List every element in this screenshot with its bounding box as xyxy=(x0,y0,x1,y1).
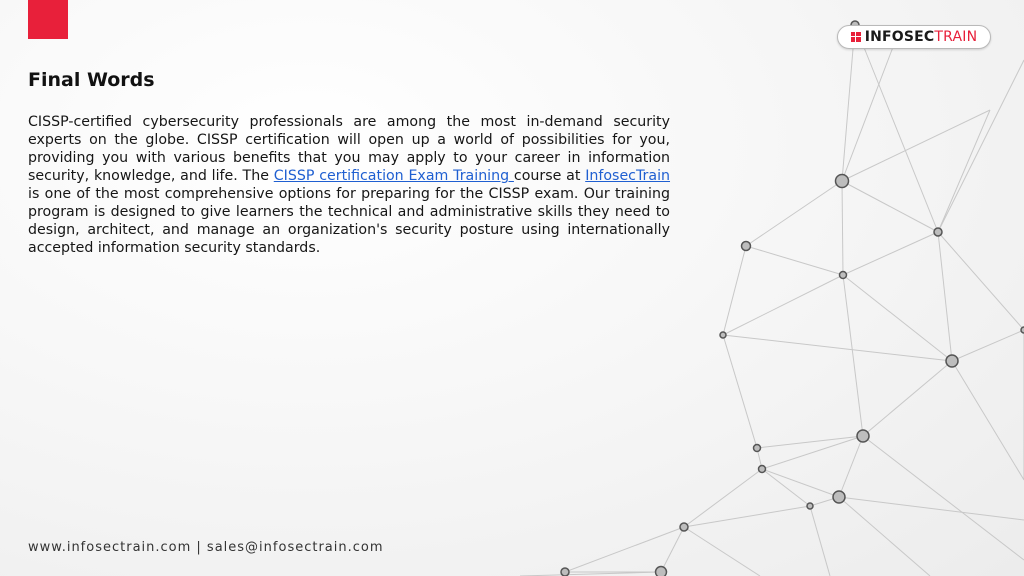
body-paragraph xyxy=(28,113,670,257)
infosectrain-logo xyxy=(837,25,991,49)
infosectrain-logo-icon xyxy=(851,32,861,42)
paragraph-text-middle: course at xyxy=(513,168,586,184)
page-title: Final Words xyxy=(28,69,155,91)
logo-text xyxy=(865,29,978,45)
logo-text-train: TRAIN xyxy=(934,29,978,45)
footer-contact: www.infosectrain.com | sales@infosectrain.com xyxy=(28,540,384,555)
cissp-training-link[interactable]: CISSP certification Exam Training xyxy=(273,168,514,184)
logo-text-infosec: INFOSEC xyxy=(864,29,935,45)
paragraph-text-end: is one of the most comprehensive options for preparing for the CISSP exam. Our training program is designed to give learners the technical and administrative skills they need to design, architect, and manage an organization's security posture using internationally accepted information security standards. xyxy=(28,186,670,256)
infosectrain-link[interactable]: InfosecTrain xyxy=(585,168,671,184)
paragraph-text-intro: CISSP-certified cybersecurity professionals are among the most in-demand security experts on the globe. CISSP certification will open up a world of possibilities for you, providing you with various benefits that you may apply to your career in information security, knowledge, and life. The xyxy=(28,114,670,184)
